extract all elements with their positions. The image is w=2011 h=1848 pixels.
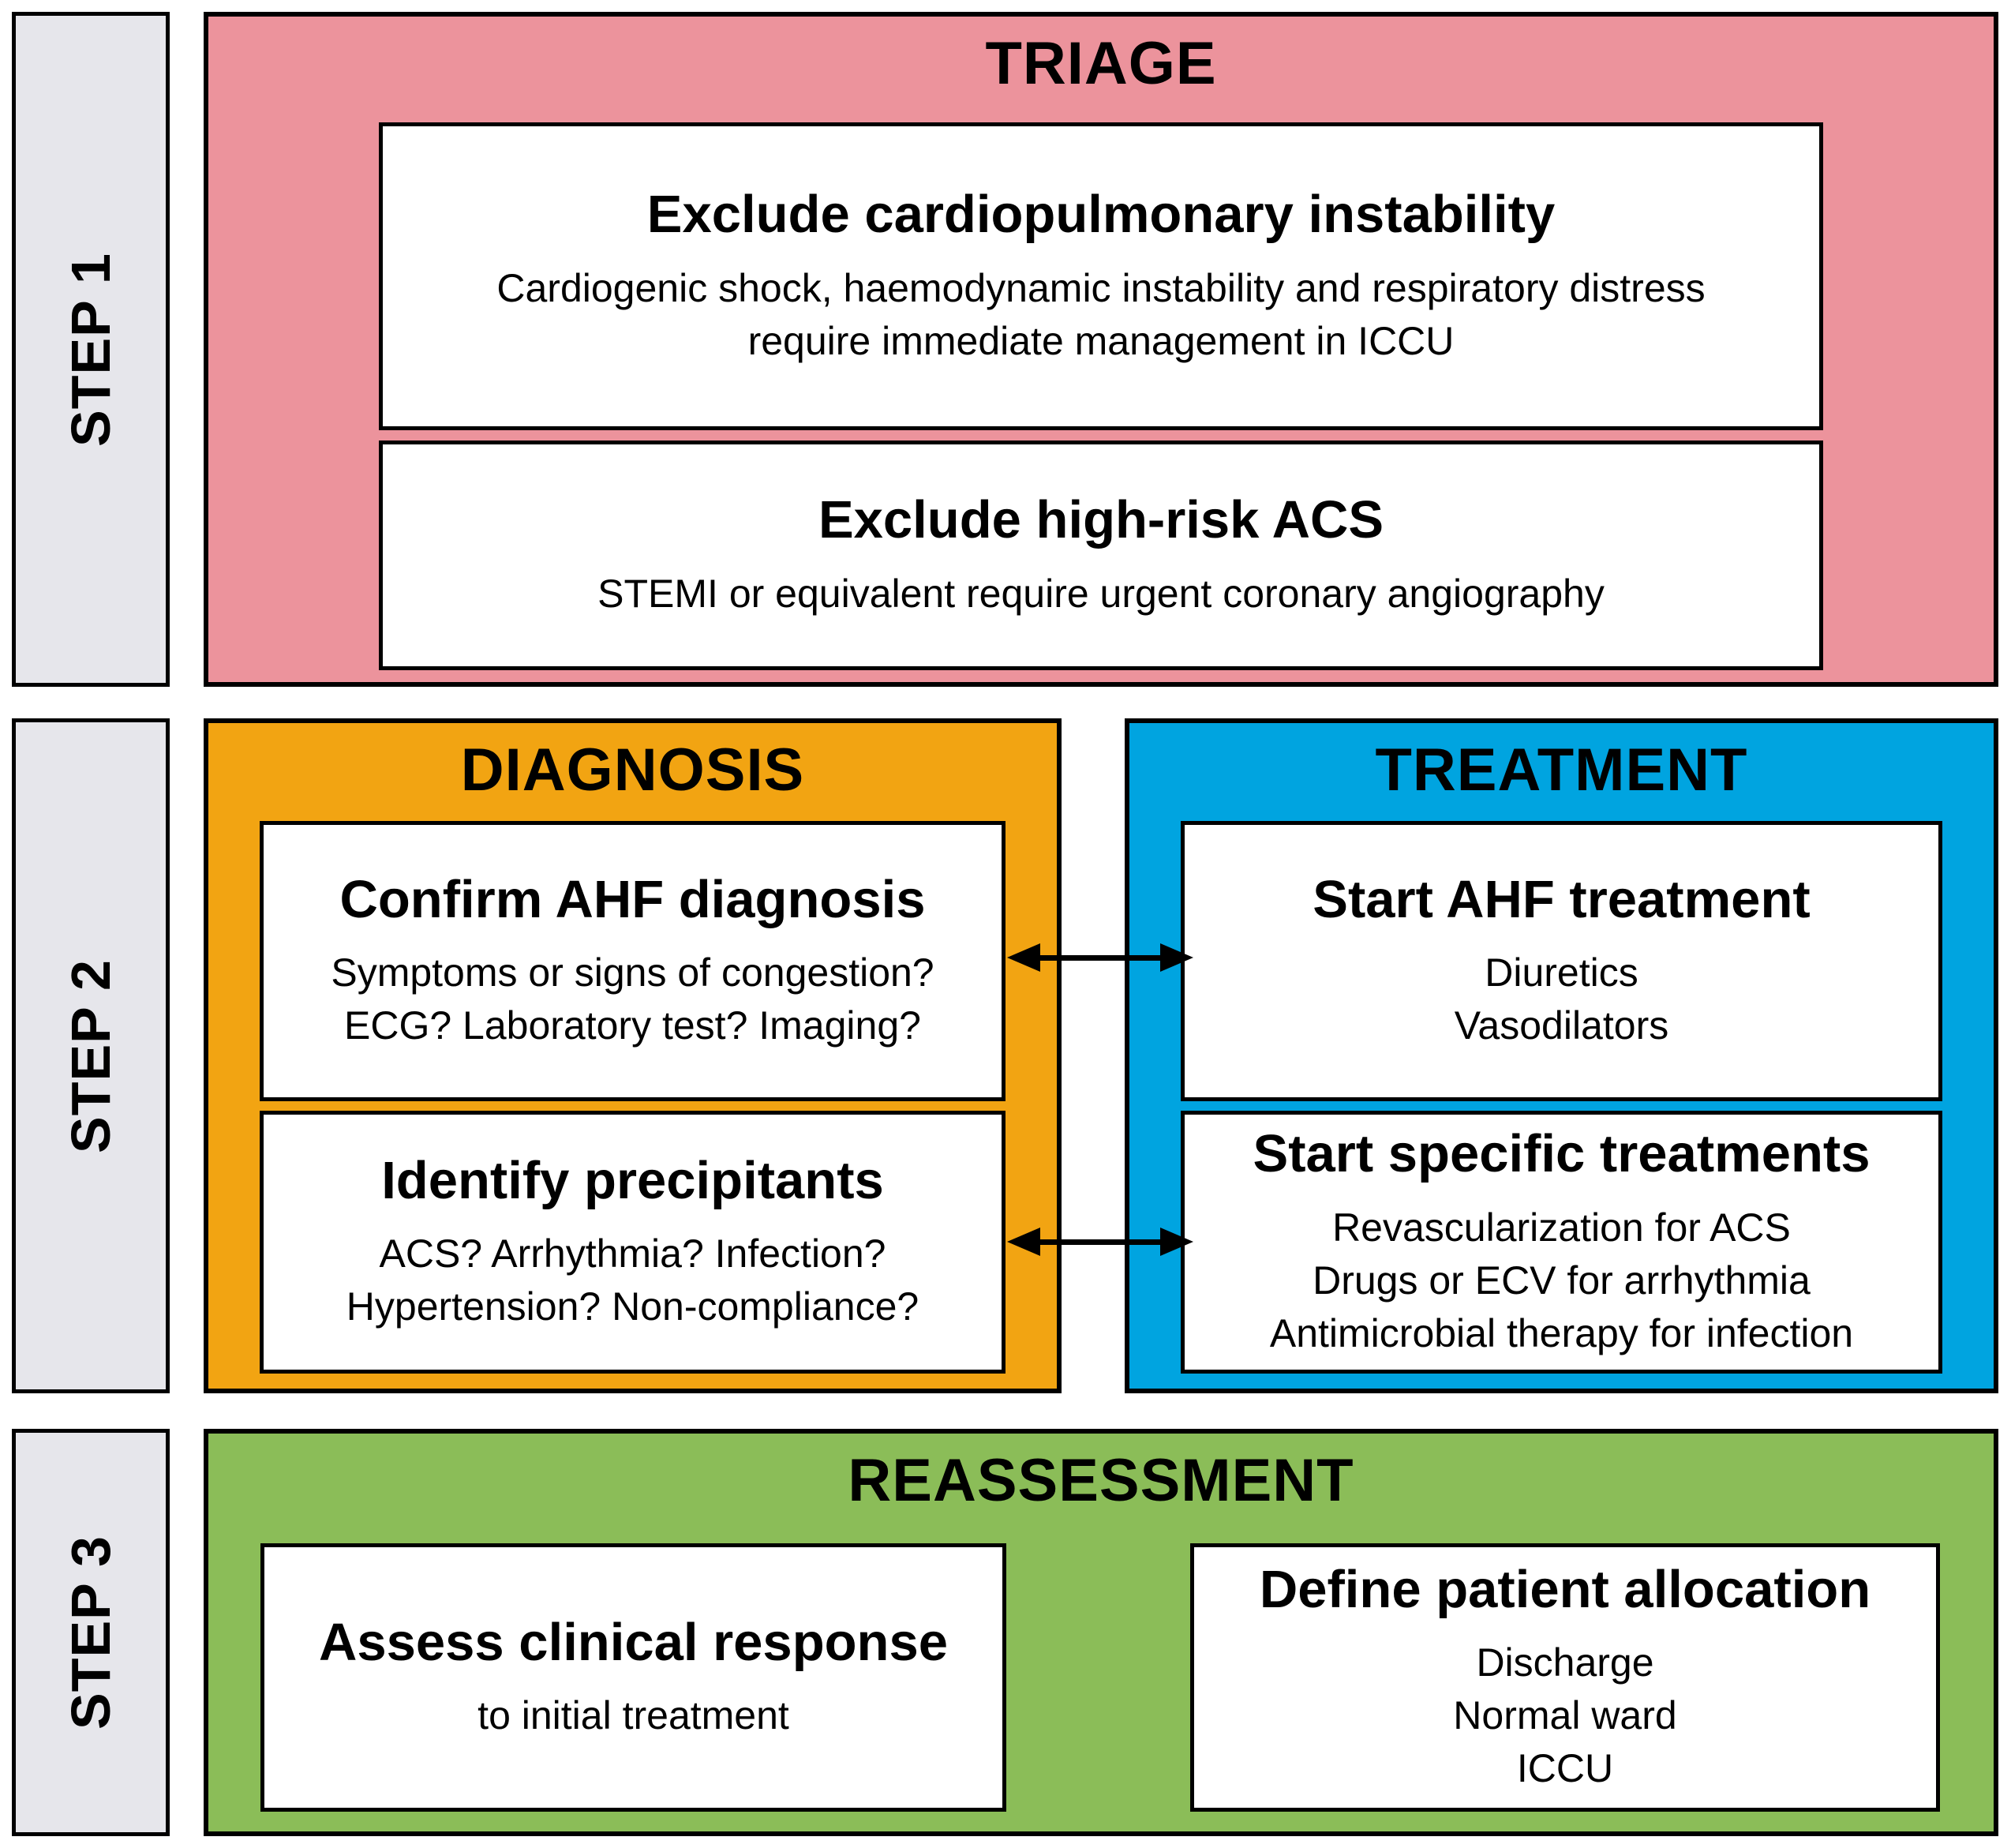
arrow-left-head-icon [1007,1228,1040,1256]
reassessment-panel [204,1429,1998,1836]
exclude-cardiopulmonary-instability-box [379,122,1823,430]
identify-precipitants-box [260,1111,1006,1374]
triage-panel [204,12,1998,687]
start-specific-treatments-box [1181,1111,1942,1374]
define-patient-allocation-heading: Define patient allocation [1259,1559,1871,1619]
arrow-shaft [1040,1239,1160,1245]
exclude-high-risk-acs-box [379,440,1823,670]
arrow-right-head-icon [1160,943,1193,972]
diagnosis-title: DIAGNOSIS [460,737,805,804]
confirm-ahf-body: Symptoms or signs of congestion? ECG? Laboratory test? Imaging? [331,950,934,1048]
arrow-left-head-icon [1007,943,1040,972]
step-3-label: STEP 3 [60,1535,122,1730]
assess-clinical-response-box [260,1543,1006,1812]
start-ahf-treatment-box [1181,821,1942,1101]
arrow-shaft [1040,955,1160,961]
confirm-ahf-diagnosis-box [260,821,1006,1101]
exclude-acs-body: STEMI or equivalent require urgent coronary angiography [597,571,1605,616]
identify-precipitants-body: ACS? Arrhythmia? Infection? Hypertension? Non-compliance? [346,1231,919,1329]
step-1-label-box [12,12,170,687]
start-specific-treatments-heading: Start specific treatments [1253,1124,1871,1184]
start-ahf-treatment-body: Diuretics Vasodilators [1454,950,1669,1048]
confirm-ahf-heading: Confirm AHF diagnosis [339,869,926,929]
diagnosis-panel [204,718,1062,1393]
diagnosis-treatment-arrow-top [1007,943,1193,972]
exclude-instability-heading: Exclude cardiopulmonary instability [646,185,1556,245]
exclude-acs-heading: Exclude high-risk ACS [818,490,1384,550]
start-specific-treatments-body: Revascularization for ACS Drugs or ECV for arrhythmia Antimicrobial therapy for infection [1269,1205,1854,1355]
assess-clinical-response-body: to initial treatment [477,1693,789,1738]
step-3-label-box [12,1429,170,1836]
treatment-panel [1125,718,1998,1393]
assess-clinical-response-heading: Assess clinical response [319,1612,948,1672]
step-2-label: STEP 2 [60,958,122,1153]
arrow-right-head-icon [1160,1228,1193,1256]
triage-title: TRIAGE [985,30,1217,97]
identify-precipitants-heading: Identify precipitants [381,1150,884,1210]
step-2-label-box [12,718,170,1393]
diagnosis-treatment-arrow-bottom [1007,1228,1193,1256]
exclude-instability-body: Cardiogenic shock, haemodynamic instability and respiratory distress require immediate management in ICCU [496,265,1706,363]
define-patient-allocation-body: Discharge Normal ward ICCU [1453,1640,1677,1791]
start-ahf-treatment-heading: Start AHF treatment [1313,869,1811,929]
define-patient-allocation-box [1190,1543,1940,1812]
step-1-label: STEP 1 [60,252,122,447]
reassessment-title: REASSESSMENT [848,1447,1354,1514]
treatment-title: TREATMENT [1375,737,1748,804]
